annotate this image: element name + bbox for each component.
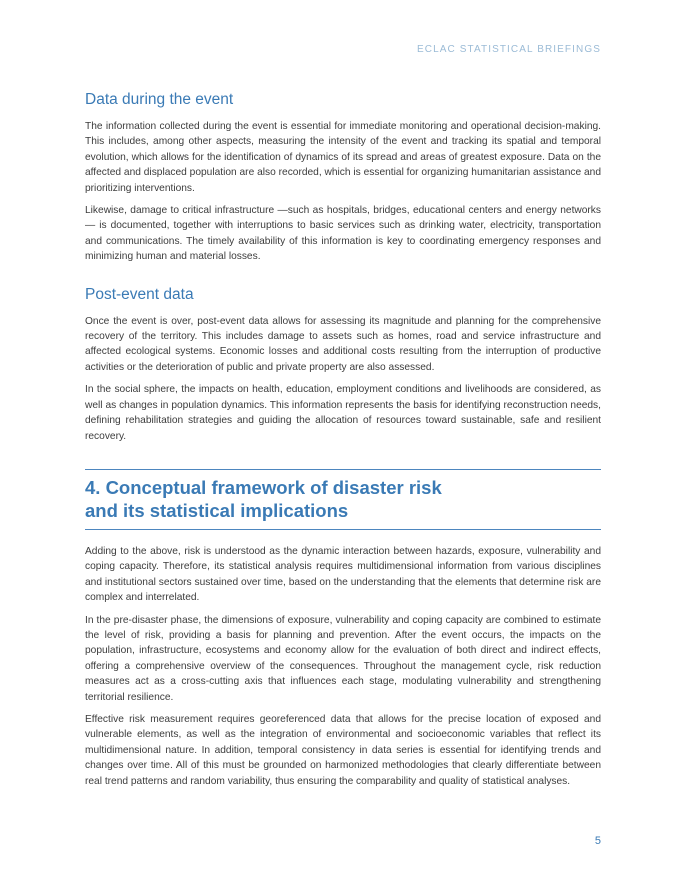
- paragraph: Effective risk measurement requires georeferenced data that allows for the precise location of exposed and vulnerable elements, as well as the integration of environmental and socioeconomic variables that reflect its multidimensional nature. In addition, temporal consistency in data series is essential for identifying trends and changes over time. All of this must be grounded on harmonized methodologies that clearly differentiate between real trend patterns and random variability, thus ensuring the comparability and quality of statistical analyses.: [85, 713, 601, 787]
- paragraph: The information collected during the event is essential for immediate monitoring and operational decision-making. This includes, among other aspects, measuring the intensity of the event and tracking its spatial and temporal evolution, which allows for the identification of dynamics of its spread and areas of greatest exposure. Data on the affected and displaced population are also recorded, which is essential for organizing humanitarian assistance and prioritizing interventions.: [85, 121, 601, 194]
- section-title: [85, 470, 601, 529]
- paragraph: In the pre-disaster phase, the dimensions of exposure, vulnerability and coping capacity are combined to estimate the level of risk, providing a basis for planning and prevention. After the event occurs, the impacts on the population, infrastructure, ecosystems and economy allow for the evaluation of both direct and indirect effects, offering a comprehensive overview of the consequences. Throughout the management cycle, risk reduction measures act as a cross-cutting axis that influences each stage, modulating vulnerability and strengthening territorial resilience.: [85, 614, 601, 703]
- section-title-line-2: and its statistical implications: [85, 499, 349, 521]
- heading-data-during-event: Data during the event: [85, 91, 234, 108]
- paragraph: Once the event is over, post-event data allows for assessing its magnitude and planning for the comprehensive recovery of the territory. This includes damage to assets such as homes, road and service infrastructure and affected ecological systems. Economic losses and additional costs resulting from the interruption of productive activities or the deterioration of public and private property are also assessed.: [85, 315, 601, 373]
- running-header: ECLAC STATISTICAL BRIEFINGS: [417, 44, 601, 55]
- paragraph: In the social sphere, the impacts on health, education, employment conditions and livelihoods are considered, as well as changes in population dynamics. This information represents the basis for identifying reconstruction needs, defining rehabilitation strategies and guiding the allocation of resources toward sustainable, safe and resilient recovery.: [85, 384, 601, 442]
- page-content: [85, 91, 601, 796]
- paragraph: Likewise, damage to critical infrastructure —such as hospitals, bridges, educational centers and energy networks— is documented, together with interruptions to basic services such as drinking water, electricity, transportation and communications. The timely availability of this information is key to coordinating emergency responses and minimizing human and material losses.: [85, 205, 601, 263]
- page-number: 5: [594, 835, 601, 847]
- paragraph: Adding to the above, risk is understood as the dynamic interaction between hazards, exposure, vulnerability and coping capacity. Therefore, its statistical analysis requires multidimensional information from various disciplines and institutional sectors sustained over time, based on the understanding that the elements that determine risk are complex and interrelated.: [85, 545, 601, 604]
- section-title-line-1: 4. Conceptual framework of disaster risk: [85, 476, 442, 498]
- heading-post-event-data: Post-event data: [85, 285, 194, 303]
